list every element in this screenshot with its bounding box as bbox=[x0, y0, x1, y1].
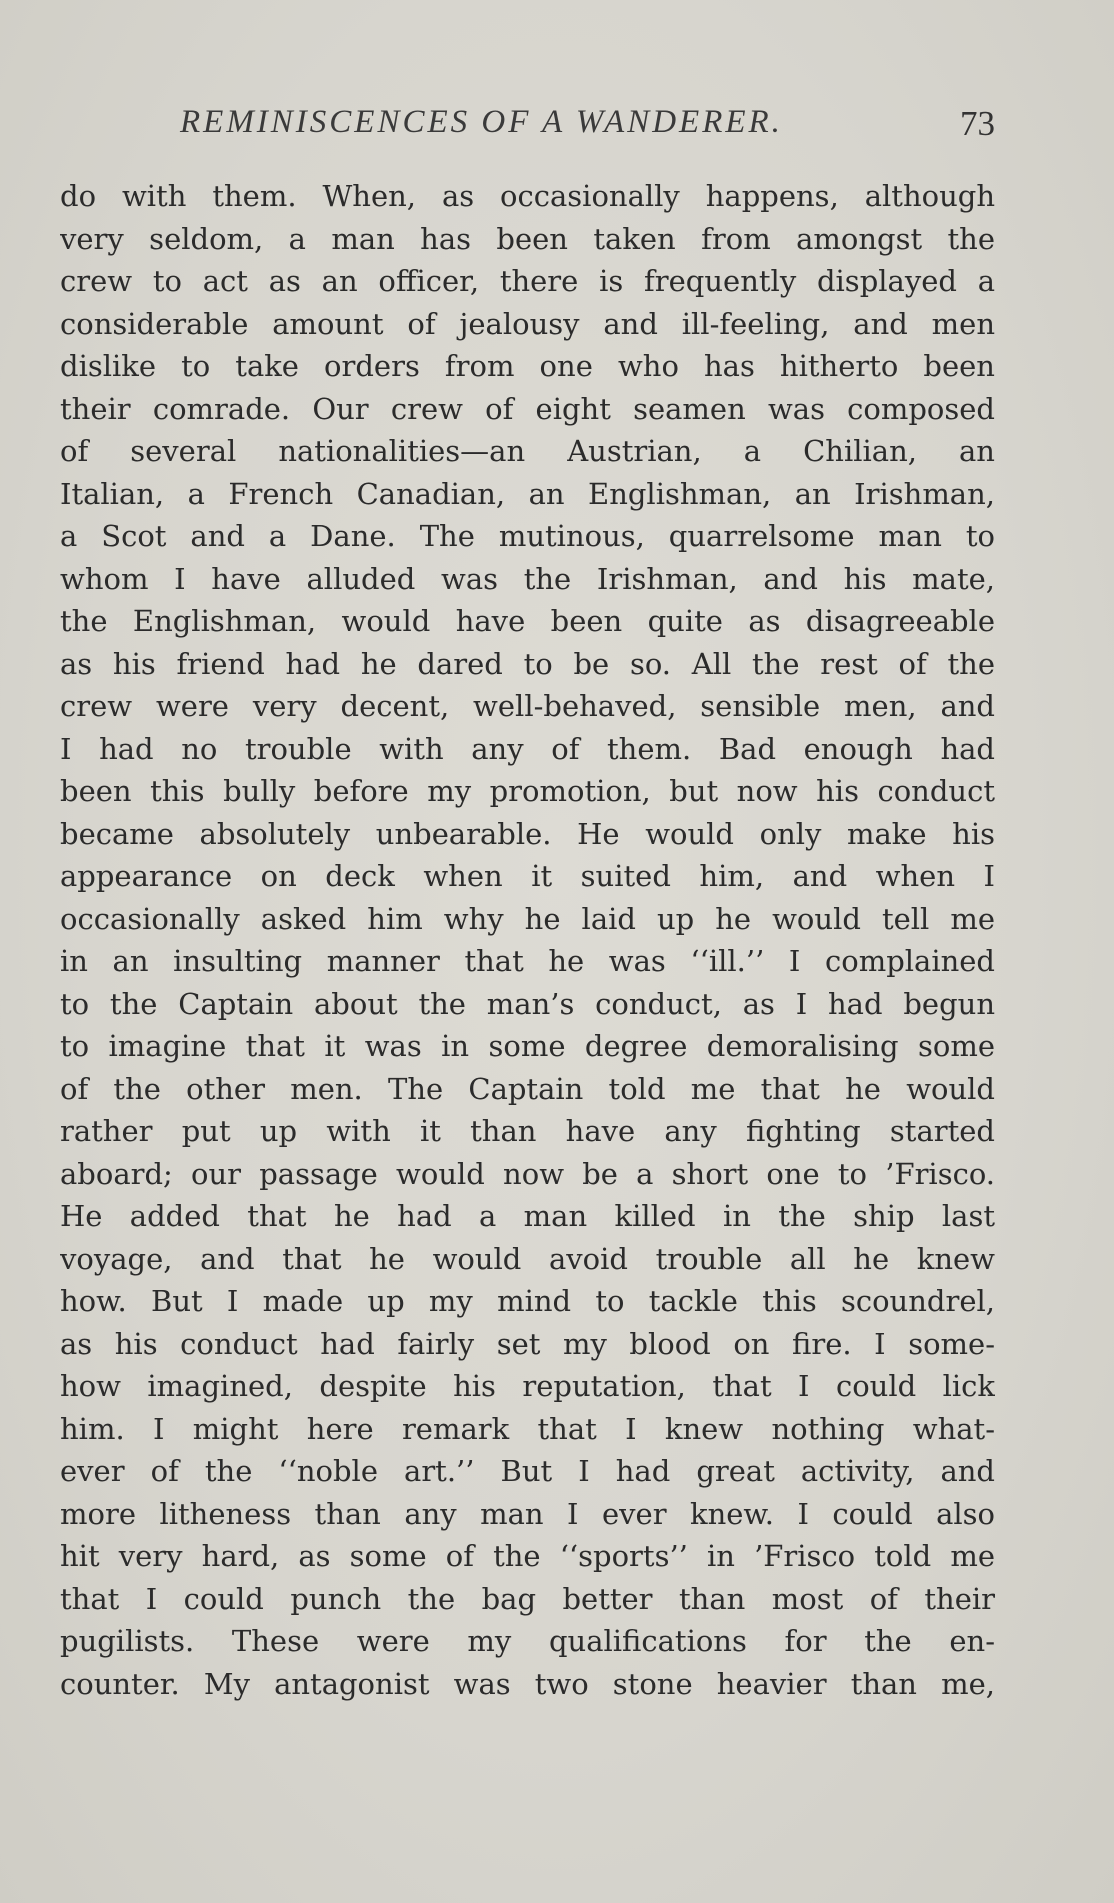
text-line: dislike to take orders from one who has hitherto been bbox=[60, 349, 995, 383]
text-line: in an insulting manner that he was ‘‘ill.’’ I complained bbox=[60, 944, 995, 978]
text-line: He added that he had a man killed in the ship last bbox=[60, 1199, 995, 1233]
text-line: aboard; our passage would now be a short one to ’Frisco. bbox=[60, 1156, 995, 1191]
text-line: do with them. When, as occasionally happens, although bbox=[60, 179, 995, 213]
running-title: REMINISCENCES OF A WANDERER. bbox=[180, 104, 783, 140]
text-line: became absolutely unbearable. He would only make his bbox=[60, 816, 995, 851]
text-line: of several nationalities—an Austrian, a Chilian, an bbox=[60, 434, 995, 468]
body-text bbox=[60, 175, 995, 1705]
text-line: to the Captain about the man’s conduct, as I had begun bbox=[60, 986, 995, 1021]
text-line: ever of the ‘‘noble art.’’ But I had great activity, and bbox=[60, 1454, 995, 1488]
text-line: rather put up with it than have any fighting started bbox=[60, 1114, 995, 1148]
text-line: whom I have alluded was the Irishman, and his mate, bbox=[60, 561, 995, 596]
text-line: a Scot and a Dane. The mutinous, quarrelsome man to bbox=[60, 519, 995, 553]
text-line: as his friend had he dared to be so. All the rest of the bbox=[60, 646, 995, 681]
text-line: to imagine that it was in some degree demoralising some bbox=[60, 1029, 995, 1063]
text-line: as his conduct had fairly set my blood on fire. I some- bbox=[60, 1326, 995, 1361]
text-line: occasionally asked him why he laid up he would tell me bbox=[60, 901, 995, 936]
text-line: crew were very decent, well-behaved, sensible men, and bbox=[60, 689, 995, 723]
text-line: considerable amount of jealousy and ill-feeling, and men bbox=[60, 306, 995, 341]
text-line: how imagined, despite his reputation, that I could lick bbox=[60, 1369, 995, 1403]
text-line: that I could punch the bag better than most of their bbox=[60, 1581, 995, 1616]
text-line: appearance on deck when it suited him, and when I bbox=[60, 859, 995, 893]
text-line: how. But I made up my mind to tackle this scoundrel, bbox=[60, 1284, 995, 1318]
text-line: Italian, a French Canadian, an Englishman, an Irishman, bbox=[60, 476, 995, 511]
text-line: their comrade. Our crew of eight seamen was composed bbox=[60, 391, 995, 426]
text-line: the Englishman, would have been quite as disagreeable bbox=[60, 604, 995, 638]
text-line: crew to act as an officer, there is frequently displayed a bbox=[60, 264, 995, 298]
text-line: pugilists. These were my qualifications for the en- bbox=[60, 1624, 995, 1658]
text-line: I had no trouble with any of them. Bad enough had bbox=[60, 731, 995, 766]
text-line: of the other men. The Captain told me that he would bbox=[60, 1071, 995, 1106]
text-line: him. I might here remark that I knew nothing what- bbox=[60, 1411, 995, 1446]
text-line: voyage, and that he would avoid trouble all he knew bbox=[60, 1241, 995, 1276]
text-line: counter. My antagonist was two stone heavier than me, bbox=[60, 1666, 995, 1701]
text-line: more litheness than any man I ever knew. I could also bbox=[60, 1496, 995, 1531]
text-line: been this bully before my promotion, but now his conduct bbox=[60, 774, 995, 808]
page-number: 73 bbox=[960, 104, 995, 143]
text-line: hit very hard, as some of the ‘‘sports’’ in ’Frisco told me bbox=[60, 1539, 995, 1573]
page-header bbox=[60, 104, 995, 154]
text-line: very seldom, a man has been taken from amongst the bbox=[60, 221, 995, 256]
